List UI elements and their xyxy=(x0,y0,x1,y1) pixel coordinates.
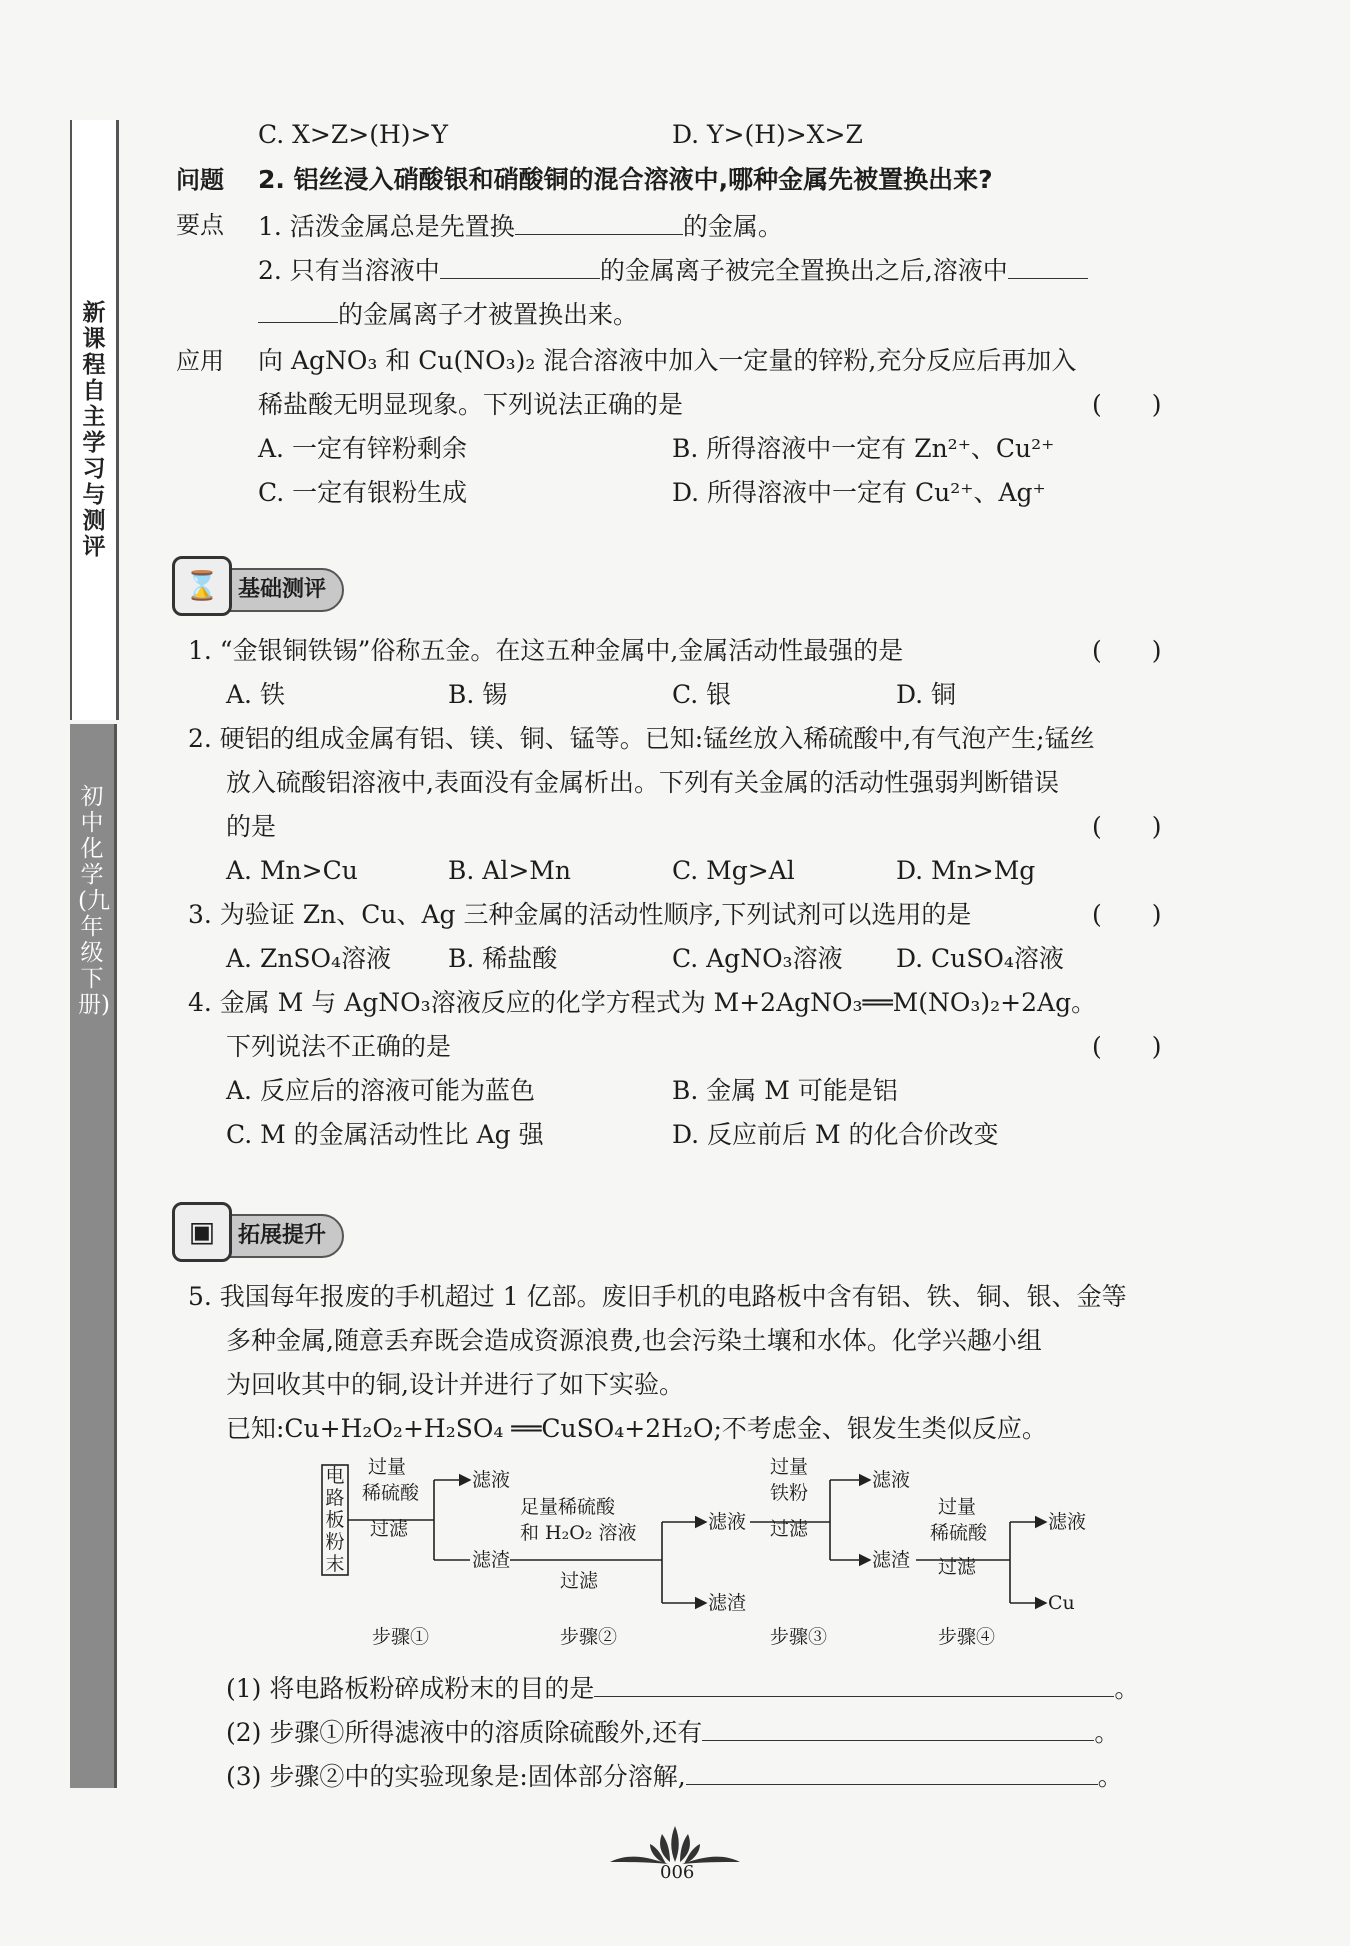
spine-bottom xyxy=(70,724,117,1788)
q4-line-1: 4. 金属 M 与 AgNO₃溶液反应的化学方程式为 M+2AgNO₃══M(NO₃)₂+2Ag。 xyxy=(188,988,1097,1017)
problem-label: 问题 xyxy=(176,166,224,194)
answer-blank[interactable] xyxy=(258,296,338,323)
flow-start: 电路板粉末 xyxy=(325,1465,345,1575)
q1-option-d: D. 铜 xyxy=(896,680,957,709)
floppy-disk-icon: ▣ xyxy=(172,1202,232,1262)
flow-product-cu: Cu xyxy=(1048,1592,1075,1614)
q4-line-2: 下列说法不正确的是 xyxy=(226,1032,452,1061)
answer-paren[interactable]: ( ) xyxy=(1092,636,1162,665)
flow-filtrate-4: 滤液 xyxy=(1048,1511,1087,1533)
period: 。 xyxy=(1114,1674,1140,1703)
q1-text: 1. “金银铜铁锡”俗称五金。在这五种金属中,金属活动性最强的是 xyxy=(188,636,904,665)
period: 。 xyxy=(1097,1762,1123,1791)
sub3-text: (3) 步骤②中的实验现象是:固体部分溶解, xyxy=(226,1762,686,1791)
apply-option-d: D. 所得溶液中一定有 Cu²⁺、Ag⁺ xyxy=(672,478,1046,507)
q4-option-d: D. 反应前后 M 的化合价改变 xyxy=(672,1120,999,1149)
answer-blank[interactable] xyxy=(440,252,600,279)
spine-top xyxy=(70,120,119,720)
kp1-text-b: 的金属。 xyxy=(682,212,783,241)
q2-line-1: 2. 硬铝的组成金属有铝、镁、铜、锰等。已知:锰丝放入稀硫酸中,有气泡产生;锰丝 xyxy=(188,724,1095,753)
q2-line-3: 的是 xyxy=(226,812,277,841)
flow-s4-mid: 稀硫酸 xyxy=(930,1522,988,1544)
q5-line-3: 为回收其中的铜,设计并进行了如下实验。 xyxy=(226,1370,684,1399)
section-extension xyxy=(174,1214,344,1258)
q2-option-c: C. Mg>Al xyxy=(672,856,795,885)
flow-step-2: 步骤② xyxy=(560,1626,618,1648)
flow-filtrate-2: 滤液 xyxy=(708,1511,747,1533)
kp2-text-a: 2. 只有当溶液中 xyxy=(258,256,440,285)
flow-s4-bot: 过滤 xyxy=(938,1556,977,1578)
flow-step-1: 步骤① xyxy=(372,1626,430,1648)
q2-option-a: A. Mn>Cu xyxy=(226,856,358,885)
flow-diagram xyxy=(310,1455,1210,1665)
flow-s2-mid: 和 H₂O₂ 溶液 xyxy=(520,1522,637,1544)
apply-line-1: 向 AgNO₃ 和 Cu(NO₃)₂ 混合溶液中加入一定量的锌粉,充分反应后再加入 xyxy=(258,346,1077,375)
apply-option-b: B. 所得溶液中一定有 Zn²⁺、Cu²⁺ xyxy=(672,434,1055,463)
section-title: 拓展提升 xyxy=(238,1223,327,1248)
q1-option-c: C. 银 xyxy=(672,680,732,709)
q1-option-b: B. 锡 xyxy=(448,680,508,709)
q3-text: 3. 为验证 Zn、Cu、Ag 三种金属的活动性顺序,下列试剂可以选用的是 xyxy=(188,900,972,929)
apply-line-2: 稀盐酸无明显现象。下列说法正确的是 xyxy=(258,390,684,419)
answer-blank[interactable] xyxy=(515,208,683,235)
answer-paren[interactable]: ( ) xyxy=(1092,390,1162,419)
page-number: 006 xyxy=(660,1862,695,1883)
q2-option-b: B. Al>Mn xyxy=(448,856,571,885)
flow-step-4: 步骤④ xyxy=(938,1626,996,1648)
q5-line-1: 5. 我国每年报废的手机超过 1 亿部。废旧手机的电路板中含有铝、铁、铜、银、金等 xyxy=(188,1282,1127,1311)
book-title: 初中化学(九年级下册) xyxy=(78,784,110,1018)
q5-sub-3 xyxy=(226,1758,1123,1794)
flow-s1-top: 过量 xyxy=(368,1456,407,1478)
option-d: D. Y>(H)>X>Z xyxy=(672,120,863,149)
sub2-text: (2) 步骤①所得滤液中的溶质除硫酸外,还有 xyxy=(226,1718,703,1747)
q3-option-b: B. 稀盐酸 xyxy=(448,944,558,973)
q3-option-d: D. CuSO₄溶液 xyxy=(896,944,1064,973)
answer-blank[interactable] xyxy=(686,1758,1098,1785)
q4-option-a: A. 反应后的溶液可能为蓝色 xyxy=(226,1076,535,1105)
flow-s1-bot: 过滤 xyxy=(370,1518,409,1540)
flow-residue-1: 滤渣 xyxy=(472,1549,511,1571)
flow-s4-top: 过量 xyxy=(938,1496,977,1518)
answer-blank[interactable] xyxy=(702,1714,1094,1741)
option-c: C. X>Z>(H)>Y xyxy=(258,120,448,149)
problem-text: 2. 铝丝浸入硝酸银和硝酸铜的混合溶液中,哪种金属先被置换出来? xyxy=(258,165,993,194)
flow-s2-top: 足量稀硫酸 xyxy=(520,1496,616,1518)
kp1-text-a: 1. 活泼金属总是先置换 xyxy=(258,212,515,241)
answer-paren[interactable]: ( ) xyxy=(1092,1032,1162,1061)
q5-line-2: 多种金属,随意丢弃既会造成资源浪费,也会污染土壤和水体。化学兴趣小组 xyxy=(226,1326,1042,1355)
apply-option-c: C. 一定有银粉生成 xyxy=(258,478,468,507)
sub1-text: (1) 将电路板粉碎成粉末的目的是 xyxy=(226,1674,595,1703)
flow-residue-2: 滤渣 xyxy=(708,1592,747,1614)
keypoint-1 xyxy=(258,208,783,244)
keypoint-label: 要点 xyxy=(176,211,224,239)
answer-paren[interactable]: ( ) xyxy=(1092,900,1162,929)
flow-s3-mid: 铁粉 xyxy=(770,1482,809,1504)
flow-s3-bot: 过滤 xyxy=(770,1518,809,1540)
q5-sub-1 xyxy=(226,1670,1139,1706)
hourglass-icon: ⌛ xyxy=(172,556,232,616)
flow-arrows xyxy=(310,1455,1210,1665)
flow-filtrate-3: 滤液 xyxy=(872,1469,911,1491)
kp2-text-c: 的金属离子才被置换出来。 xyxy=(338,300,639,329)
section-title: 基础测评 xyxy=(238,577,327,602)
keypoint-2-cont xyxy=(258,296,638,332)
flow-s2-bot: 过滤 xyxy=(560,1570,599,1592)
flow-s3-top: 过量 xyxy=(770,1456,809,1478)
q3-option-c: C. AgNO₃溶液 xyxy=(672,944,843,973)
q1-option-a: A. 铁 xyxy=(226,680,285,709)
apply-label: 应用 xyxy=(176,347,224,375)
q5-sub-2 xyxy=(226,1714,1119,1750)
apply-option-a: A. 一定有锌粉剩余 xyxy=(258,434,467,463)
q4-option-c: C. M 的金属活动性比 Ag 强 xyxy=(226,1120,544,1149)
q5-line-4: 已知:Cu+H₂O₂+H₂SO₄ ══CuSO₄+2H₂O;不考虑金、银发生类似反应。 xyxy=(226,1414,1047,1443)
keypoint-2 xyxy=(258,252,1088,288)
q3-option-a: A. ZnSO₄溶液 xyxy=(226,944,392,973)
kp2-text-b: 的金属离子被完全置换出之后,溶液中 xyxy=(599,256,1008,285)
section-basic-test xyxy=(174,568,344,612)
q2-line-2: 放入硫酸铝溶液中,表面没有金属析出。下列有关金属的活动性强弱判断错误 xyxy=(226,768,1059,797)
flow-step-3: 步骤③ xyxy=(770,1626,828,1648)
answer-blank[interactable] xyxy=(1008,252,1088,279)
flow-s1-mid: 稀硫酸 xyxy=(362,1482,420,1504)
flow-residue-3: 滤渣 xyxy=(872,1549,911,1571)
answer-paren[interactable]: ( ) xyxy=(1092,812,1162,841)
answer-blank[interactable] xyxy=(594,1670,1114,1697)
flow-filtrate-1: 滤液 xyxy=(472,1469,511,1491)
q2-option-d: D. Mn>Mg xyxy=(896,856,1036,885)
q4-option-b: B. 金属 M 可能是铝 xyxy=(672,1076,898,1105)
series-title: 新课程自主学习与测评 xyxy=(82,299,106,560)
period: 。 xyxy=(1094,1718,1120,1747)
